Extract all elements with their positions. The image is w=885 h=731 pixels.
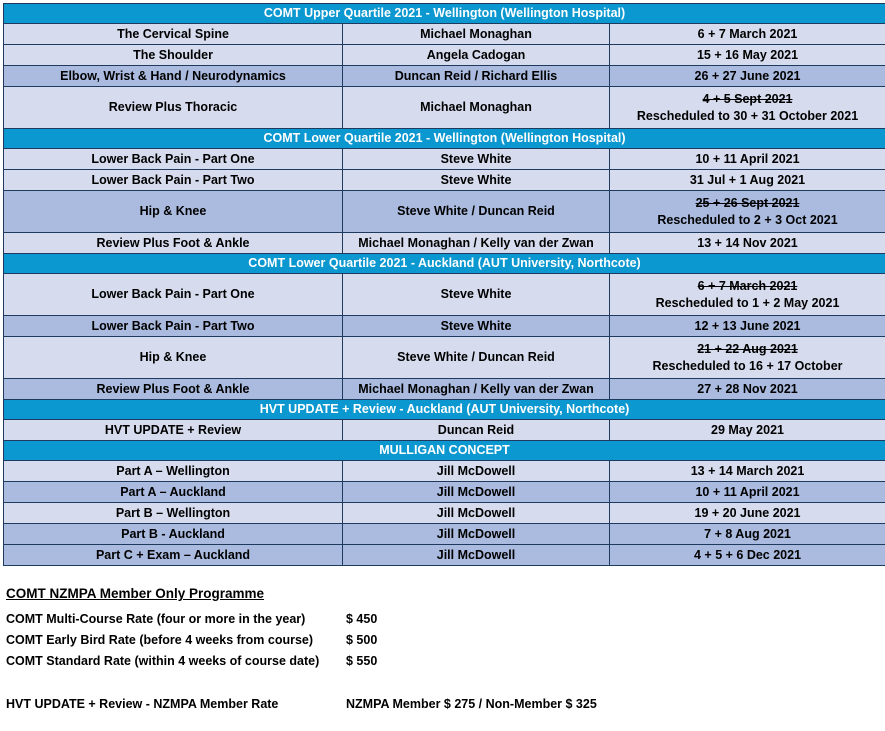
table-row — [4, 524, 885, 545]
section-header-row — [4, 129, 885, 149]
rate-label-multi: COMT Multi-Course Rate (four or more in the year) — [6, 612, 306, 626]
course-date — [610, 274, 885, 316]
course-date: 31 Jul + 1 Aug 2021 — [610, 170, 885, 191]
section-header: COMT Lower Quartile 2021 - Wellington (Wellington Hospital) — [4, 129, 885, 149]
course-date: 12 + 13 June 2021 — [610, 316, 885, 337]
pricing-title — [6, 586, 264, 601]
course-date: 13 + 14 Nov 2021 — [610, 233, 885, 254]
table-row — [4, 461, 885, 482]
table-row — [4, 337, 885, 379]
tutor-name: Michael Monaghan — [343, 87, 610, 129]
table-row — [4, 379, 885, 400]
tutor-name: Steve White — [343, 316, 610, 337]
tutor-name: Angela Cadogan — [343, 45, 610, 66]
table-row — [4, 149, 885, 170]
table-row — [4, 316, 885, 337]
hvt-rate-price: NZMPA Member $ 275 / Non-Member $ 325 — [346, 697, 597, 711]
course-date: 6 + 7 March 2021 — [610, 24, 885, 45]
course-name: Hip & Knee — [4, 191, 343, 233]
tutor-name: Michael Monaghan / Kelly van der Zwan — [343, 233, 610, 254]
tutor-name: Jill McDowell — [343, 545, 610, 566]
course-name: Part C + Exam – Auckland — [4, 545, 343, 566]
course-date: 15 + 16 May 2021 — [610, 45, 885, 66]
course-name: The Shoulder — [4, 45, 343, 66]
course-date: 10 + 11 April 2021 — [610, 482, 885, 503]
table-row — [4, 233, 885, 254]
course-name: Lower Back Pain - Part Two — [4, 316, 343, 337]
table-row — [4, 45, 885, 66]
course-date: 26 + 27 June 2021 — [610, 66, 885, 87]
rescheduled-date: Rescheduled to 30 + 31 October 2021 — [636, 108, 859, 123]
course-date: 4 + 5 + 6 Dec 2021 — [610, 545, 885, 566]
rescheduled-date: Rescheduled to 2 + 3 Oct 2021 — [657, 212, 838, 227]
course-name: HVT UPDATE + Review — [4, 420, 343, 441]
tutor-name: Steve White / Duncan Reid — [343, 191, 610, 233]
cancelled-date: 6 + 7 March 2021 — [697, 278, 798, 293]
course-name: Review Plus Foot & Ankle — [4, 379, 343, 400]
course-schedule-table — [3, 3, 885, 566]
table-row — [4, 66, 885, 87]
schedule-body — [4, 4, 885, 566]
course-date: 27 + 28 Nov 2021 — [610, 379, 885, 400]
course-name: Review Plus Thoracic — [4, 87, 343, 129]
cancelled-date: 25 + 26 Sept 2021 — [695, 195, 800, 210]
table-row — [4, 420, 885, 441]
table-row — [4, 482, 885, 503]
table-row — [4, 87, 885, 129]
hvt-rate-label: HVT UPDATE + Review - NZMPA Member Rate — [6, 697, 279, 711]
section-header-row — [4, 4, 885, 24]
section-header-row — [4, 400, 885, 420]
tutor-name: Steve White — [343, 149, 610, 170]
table-row — [4, 24, 885, 45]
table-row — [4, 503, 885, 524]
course-date: 13 + 14 March 2021 — [610, 461, 885, 482]
course-name: Lower Back Pain - Part One — [4, 274, 343, 316]
table-row — [4, 191, 885, 233]
course-date — [610, 337, 885, 379]
course-name: The Cervical Spine — [4, 24, 343, 45]
rate-price-standard: $ 550 — [346, 654, 378, 668]
tutor-name: Steve White — [343, 274, 610, 316]
course-name: Elbow, Wrist & Hand / Neurodynamics — [4, 66, 343, 87]
course-name: Part B – Wellington — [4, 503, 343, 524]
course-date: 29 May 2021 — [610, 420, 885, 441]
pricing-heading: COMT NZMPA Member Only Programme — [6, 586, 265, 601]
cancelled-date: 4 + 5 Sept 2021 — [702, 91, 793, 106]
course-date: 7 + 8 Aug 2021 — [610, 524, 885, 545]
cancelled-date: 21 + 22 Aug 2021 — [697, 341, 798, 356]
rate-price-multi: $ 450 — [346, 612, 378, 626]
tutor-name: Jill McDowell — [343, 461, 610, 482]
course-name: Part B - Auckland — [4, 524, 343, 545]
tutor-name: Michael Monaghan — [343, 24, 610, 45]
section-header-row — [4, 441, 885, 461]
section-header: COMT Lower Quartile 2021 - Auckland (AUT University, Northcote) — [4, 254, 885, 274]
tutor-name: Jill McDowell — [343, 524, 610, 545]
table-row — [4, 170, 885, 191]
tutor-name: Steve White / Duncan Reid — [343, 337, 610, 379]
section-header: MULLIGAN CONCEPT — [4, 441, 885, 461]
tutor-name: Duncan Reid / Richard Ellis — [343, 66, 610, 87]
course-name: Lower Back Pain - Part One — [4, 149, 343, 170]
tutor-name: Jill McDowell — [343, 482, 610, 503]
table-row — [4, 545, 885, 566]
section-header: HVT UPDATE + Review - Auckland (AUT University, Northcote) — [4, 400, 885, 420]
rate-label-earlybird: COMT Early Bird Rate (before 4 weeks from course) — [6, 633, 314, 647]
rate-label-standard: COMT Standard Rate (within 4 weeks of course date) — [6, 654, 320, 668]
tutor-name: Michael Monaghan / Kelly van der Zwan — [343, 379, 610, 400]
course-name: Part A – Wellington — [4, 461, 343, 482]
course-name: Lower Back Pain - Part Two — [4, 170, 343, 191]
rescheduled-date: Rescheduled to 1 + 2 May 2021 — [655, 295, 840, 310]
course-date: 19 + 20 June 2021 — [610, 503, 885, 524]
course-name: Review Plus Foot & Ankle — [4, 233, 343, 254]
tutor-name: Jill McDowell — [343, 503, 610, 524]
course-date: 10 + 11 April 2021 — [610, 149, 885, 170]
rescheduled-date: Rescheduled to 16 + 17 October — [652, 358, 843, 373]
tutor-name: Steve White — [343, 170, 610, 191]
course-name: Hip & Knee — [4, 337, 343, 379]
section-header: COMT Upper Quartile 2021 - Wellington (Wellington Hospital) — [4, 4, 885, 24]
course-name: Part A – Auckland — [4, 482, 343, 503]
course-date — [610, 191, 885, 233]
tutor-name: Duncan Reid — [343, 420, 610, 441]
rate-price-earlybird: $ 500 — [346, 633, 378, 647]
course-date — [610, 87, 885, 129]
table-row — [4, 274, 885, 316]
section-header-row — [4, 254, 885, 274]
